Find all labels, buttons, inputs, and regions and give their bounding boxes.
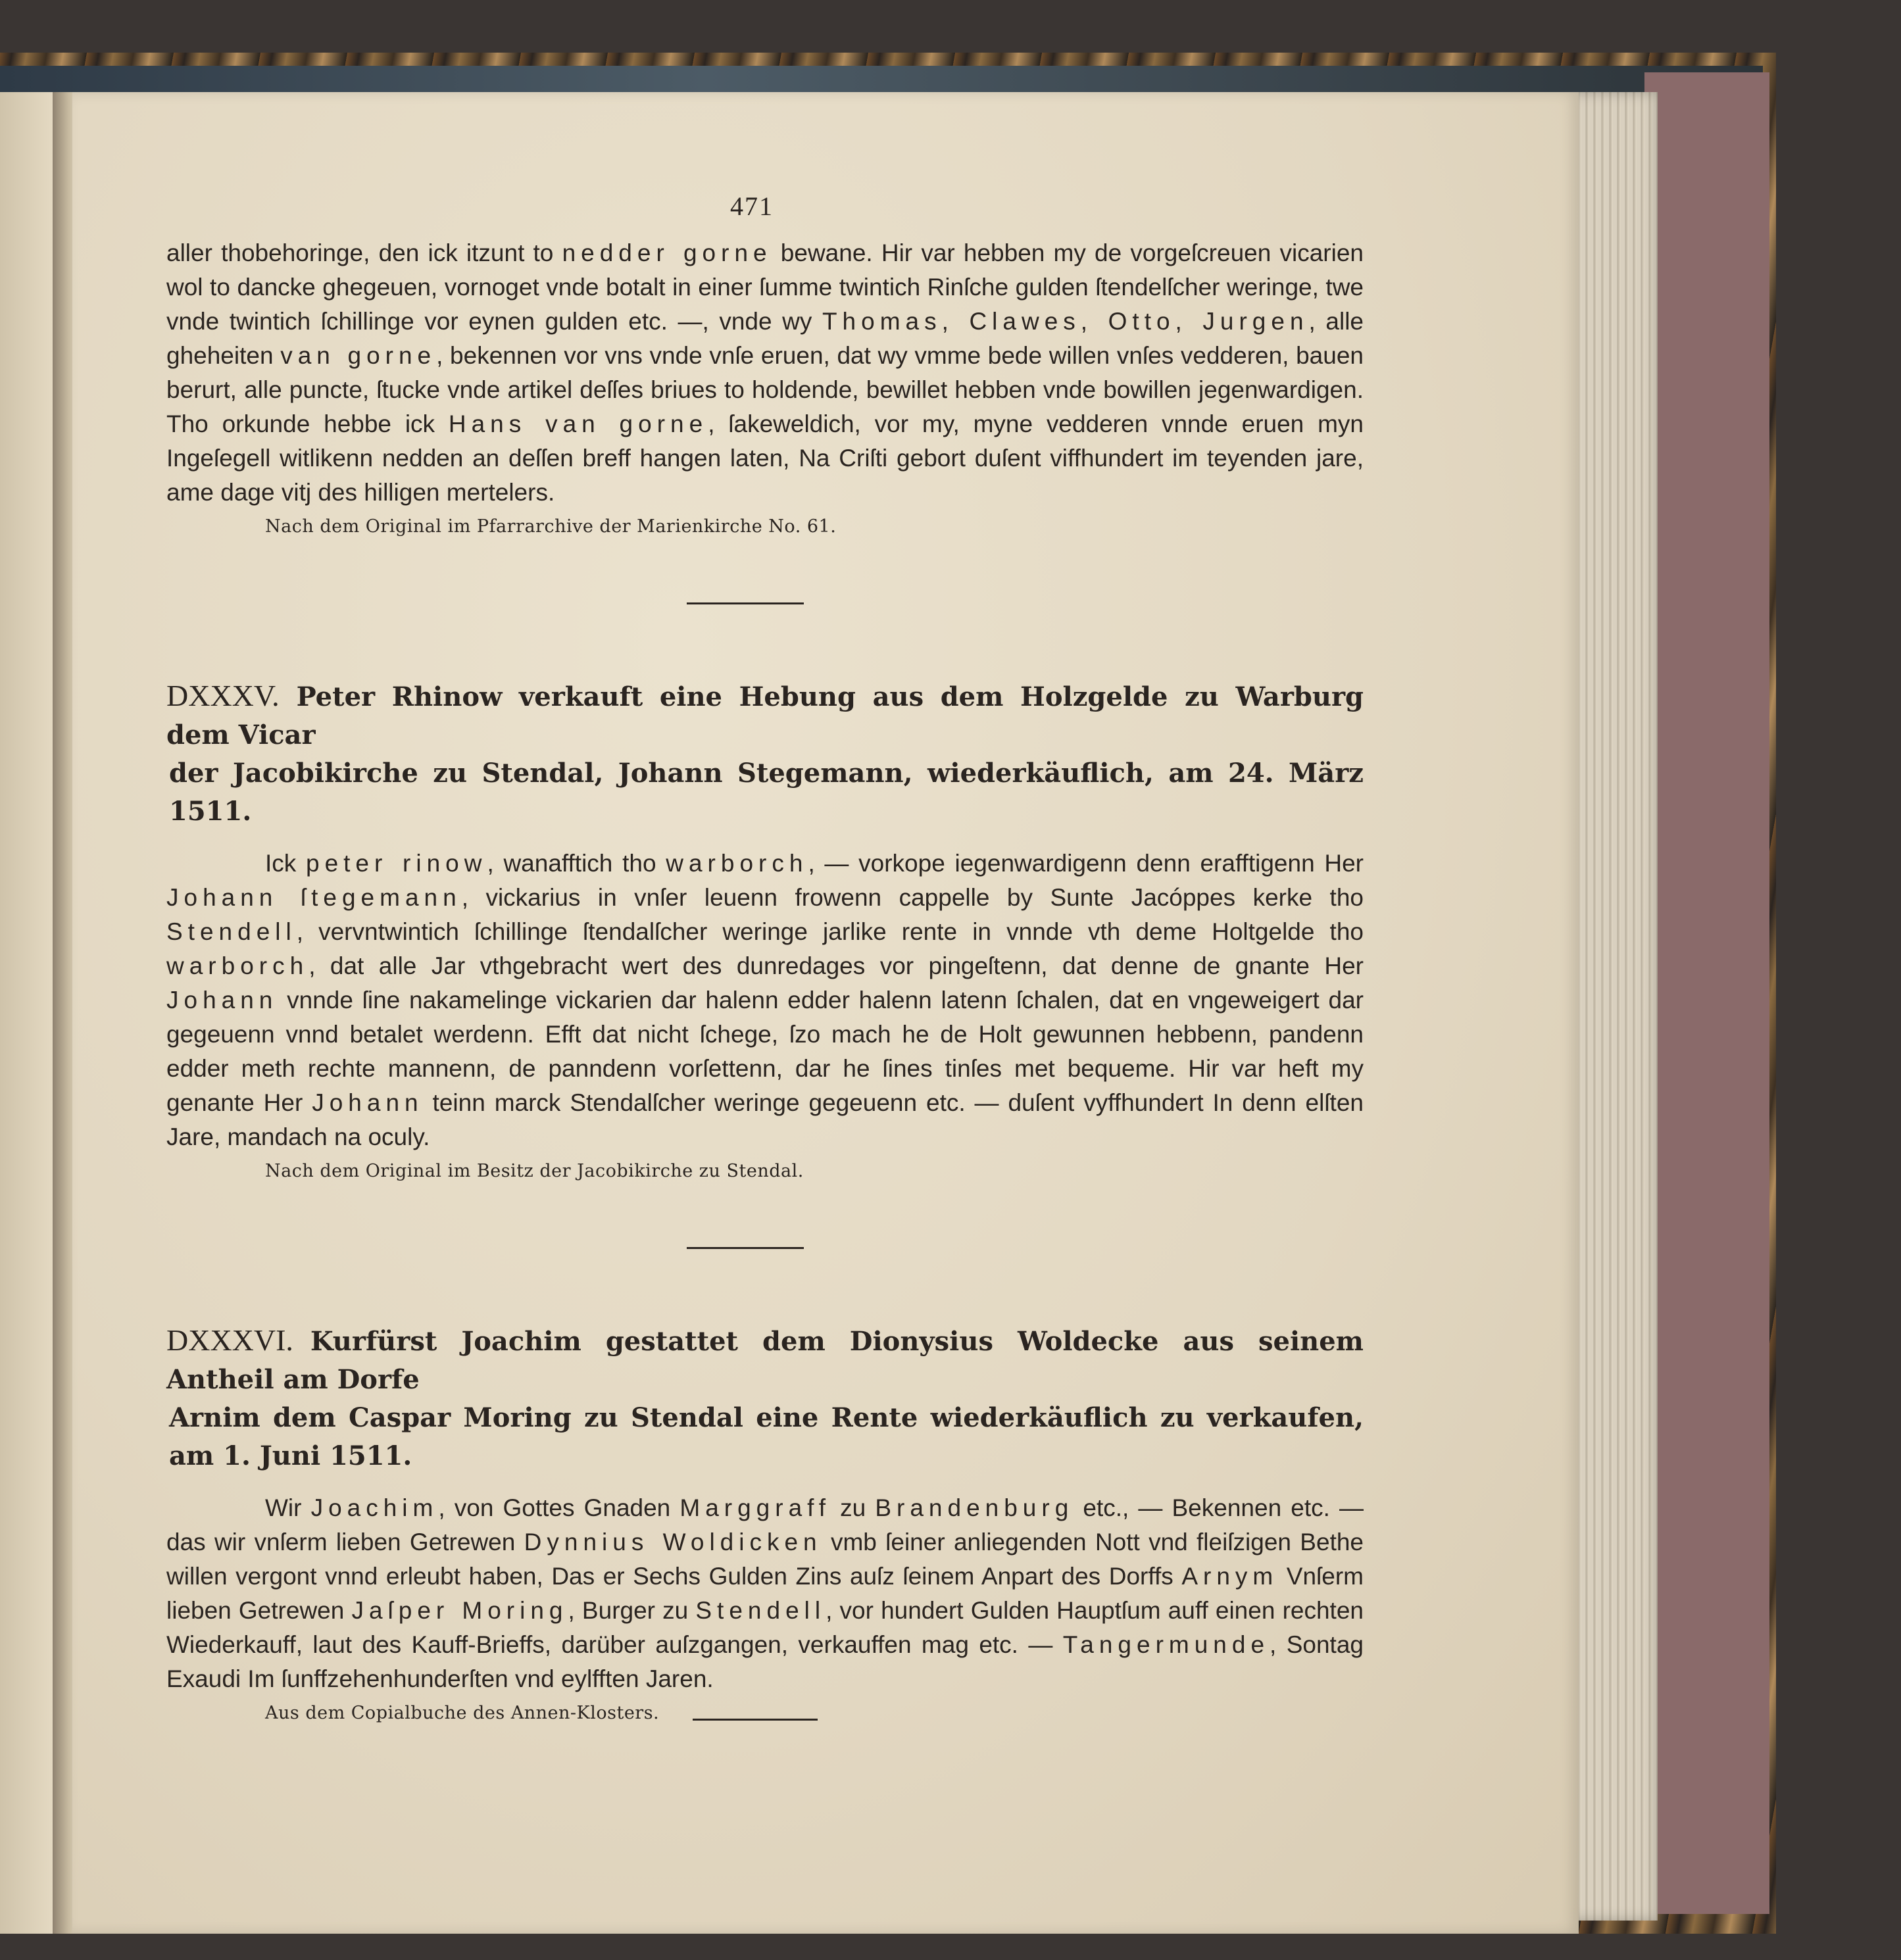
page-number: 471 [730,191,774,221]
end-rule [693,1719,818,1721]
document-text: Wir Joachim, von Gottes Gnaden Marggraff zu Brandenburg etc., — Bekennen etc. — das wir vnſerm lieben Getrewen Dynnius Woldicken vmb ſeiner anliegenden Nott vnd fleiſzigen Bethe willen vergont vnnd erleubt haben, Das er Sechs Gulden Zins auſz ſeinem Anpart des Dorffs Arnym Vnſerm lieben Getrewen Jaſper Moring, Burger zu Stendell, vor hundert Gulden Hauptſum auff einen rechten Wiederkauff, laut des Kauff-Brieffs, darüber auſzgangen, verkauffen mag etc. — Tangermunde, Sontag Exaudi Im ſunffzehenhunderſten vnd eylfften Jaren. [166,1494,1364,1692]
document-text: Ick peter rinow, wanafftich tho warborch, — vorkope iegenwardigenn denn erafftigenn Her Johann ſtegemann, vickarius in vnſer leuenn frowenn cappelle by Sunte Jacóppes kerke tho Stendell, vervntwintich ſchillinge ſtendalſcher weringe jarlike rente in vnnde vth deme Holtgelde tho warborch, dat alle Jar vthgebracht wert des dunredages vor pingeſtenn, dat denne de gnante Her Johann vnnde ſine nakamelinge vickarien dar halenn edder halenn latenn ſchalen, dat en vngeweigert dar gegeuenn vnnd betalet werdenn. Efft dat nicht ſchege, ſzo mach he de Holt gewunnen hebbenn, pandenn edder meth rechte mannenn, de panndenn vorſettenn, dar he ſines tinſes met bequeme. Hir var heft my genante Her Johann teinn marck Stendalſcher weringe gegeuenn etc. — duſent vyffhundert In denn elſten Jare, mandach na oculy. [166,850,1364,1150]
page-edges [1566,92,1658,1921]
source-row [166,1703,1364,1723]
source-note: Nach dem Original im Besitz der Jacobikirche zu Stendal. [265,1161,804,1181]
document-heading [166,1321,1364,1475]
document-numeral: DXXXV. [166,679,280,712]
document-numeral: DXXXVI. [166,1323,293,1357]
section-divider [687,602,804,604]
document-title-line2: Arnim dem Caspar Moring zu Stendal eine Rente wiederkäuflich zu verkaufen, am 1. Juni 1511. [169,1402,1364,1471]
document-heading [166,677,1364,831]
cover-edge [0,66,1763,92]
document-title-line1: Peter Rhinow verkauft eine Hebung aus dem Holzgelde zu Warburg dem Vicar [166,681,1364,750]
continued-document-text: aller thobehoringe, den ick itzunt to nedder gorne bewane. Hir var hebben my de vorgeſcreuen vicarien wol to dancke ghegeuen, vornoget vnde botalt in einer ſumme twintich Rinſche gulden ſtendelſcher weringe, twe vnde twintich ſchillinge vor eynen gulden etc. —, vnde wy Thomas, Clawes, Otto, Jurgen, alle gheheiten van gorne, bekennen vor vns vnde vnſe eruen, dat wy vmme bede willen vnſes vedderen, bauen berurt, alle puncte, ſtucke vnde artikel deſſes briues to holdende, bewillet hebben vnde bowillen jegenwardigen. Tho orkunde hebbe ick Hans van gorne, ſakeweldich, vor my, myne vedderen vnnde eruen myn Ingeſegell witlikenn nedden an deſſen breff hangen laten, Na Criſti gebort duſent viffhundert im teyenden jare, ame dage vitj des hilligen mertelers. [166,239,1364,506]
page-content [166,191,1364,1723]
source-note: Nach dem Original im Pfarrarchive der Marienkirche No. 61. [265,516,837,537]
left-page-edge [0,92,53,1934]
back-cover [1644,72,1769,1914]
document-title-line2: der Jacobikirche zu Stendal, Johann Stegemann, wiederkäuflich, am 24. März 1511. [169,758,1364,827]
section-divider [687,1247,804,1249]
document-title-line1: Kurfürst Joachim gestattet dem Dionysius Woldecke aus seinem Antheil am Dorfe [166,1326,1364,1395]
source-note: Aus dem Copialbuche des Annen-Klosters. [265,1703,660,1723]
